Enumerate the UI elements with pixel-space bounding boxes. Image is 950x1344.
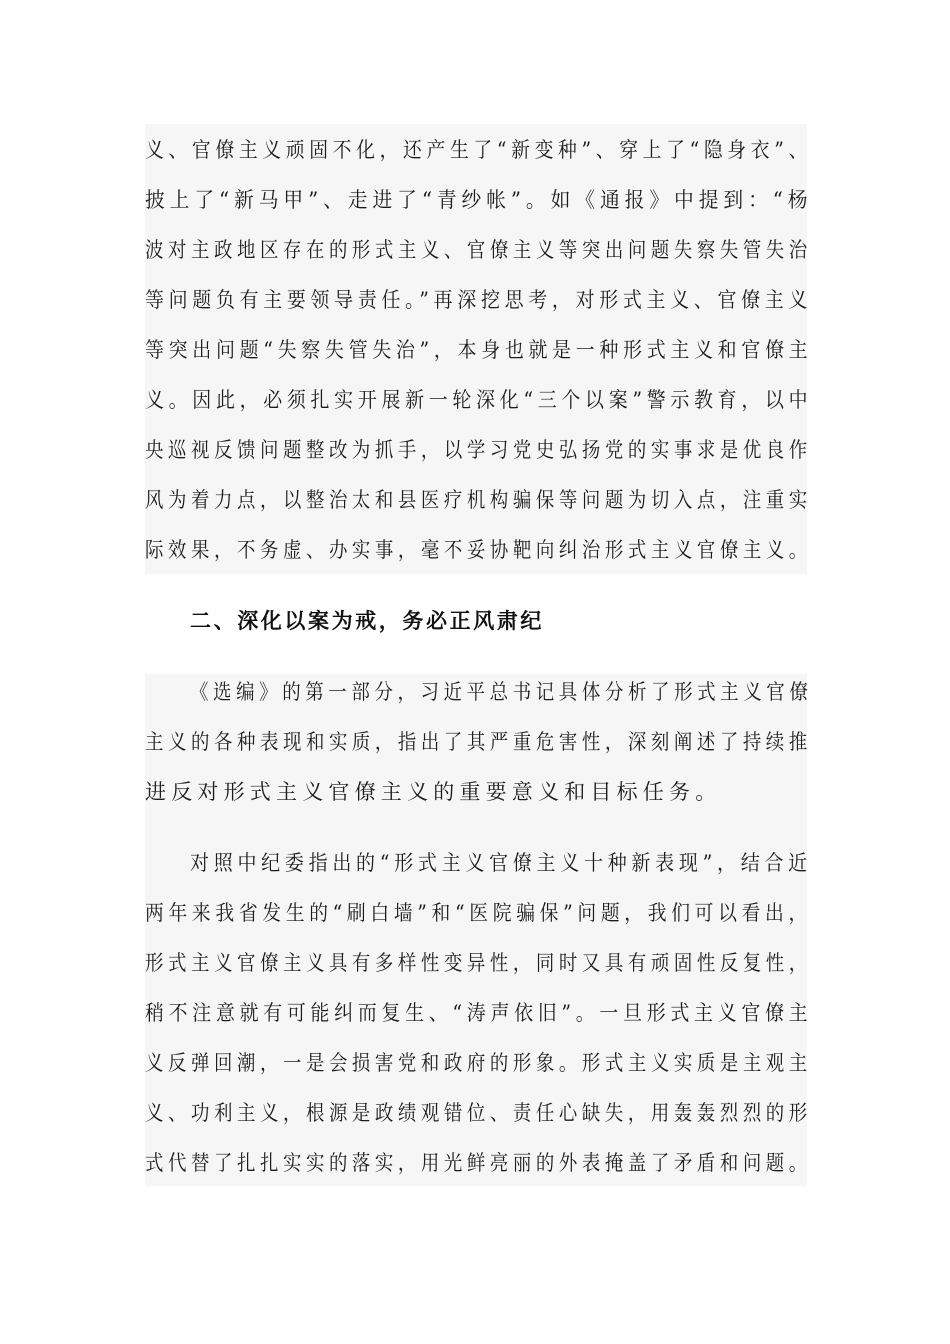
paragraph-line: 等问题负有主要领导责任。”再深挖思考，对形式主义、官僚主义 (145, 288, 813, 312)
paragraph-line: 义反弹回潮，一是会损害党和政府的形象。形式主义实质是主观主 (145, 1051, 812, 1075)
paragraph-line: 风为着力点，以整治太和县医疗机构骗保等问题为切入点，注重实 (145, 488, 812, 512)
paragraph-line: 际效果，不务虚、办实事，毫不妥协靶向纠治形式主义官僚主义。 (145, 538, 812, 562)
paragraph-line: 义。因此，必须扎实开展新一轮深化“三个以案”警示教育，以中 (145, 388, 813, 412)
paragraph-line: 形式主义官僚主义具有多样性变异性，同时又具有顽固性反复性， (145, 951, 812, 975)
paragraph-line: 对照中纪委指出的“形式主义官僚主义十种新表现”，结合近 (190, 851, 812, 875)
paragraph-line: 波对主政地区存在的形式主义、官僚主义等突出问题失察失管失治 (145, 238, 812, 262)
section-heading: 二、深化以案为戒，务必正风肃纪 (190, 608, 544, 633)
paragraph-line: 《选编》的第一部分，习近平总书记具体分析了形式主义官僚 (190, 680, 813, 704)
paragraph-line: 义、官僚主义顽固不化，还产生了“新变种”、穿上了“隐身衣”、 (145, 138, 812, 162)
paragraph-line: 式代替了扎扎实实的落实，用光鲜亮丽的外表掩盖了矛盾和问题。 (145, 1151, 812, 1175)
paragraph-line: 央巡视反馈问题整改为抓手，以学习党史弘扬党的实事求是优良作 (145, 438, 812, 462)
paragraph-line: 等突出问题“失察失管失治”，本身也就是一种形式主义和官僚主 (145, 338, 813, 362)
paragraph-line: 主义的各种表现和实质，指出了其严重危害性，深刻阐述了持续推 (145, 730, 812, 754)
paragraph-line: 进反对形式主义官僚主义的重要意义和目标任务。 (145, 780, 722, 804)
paragraph-line: 披上了“新马甲”、走进了“青纱帐”。如《通报》中提到：“杨 (145, 188, 813, 212)
paragraph-line: 稍不注意就有可能纠而复生、“涛声依旧”。一旦形式主义官僚主 (145, 1001, 813, 1025)
paragraph-line: 两年来我省发生的“刷白墙”和“医院骗保”问题，我们可以看出， (145, 901, 812, 925)
paragraph-line: 义、功利主义，根源是政绩观错位、责任心缺失，用轰轰烈烈的形 (145, 1101, 812, 1125)
